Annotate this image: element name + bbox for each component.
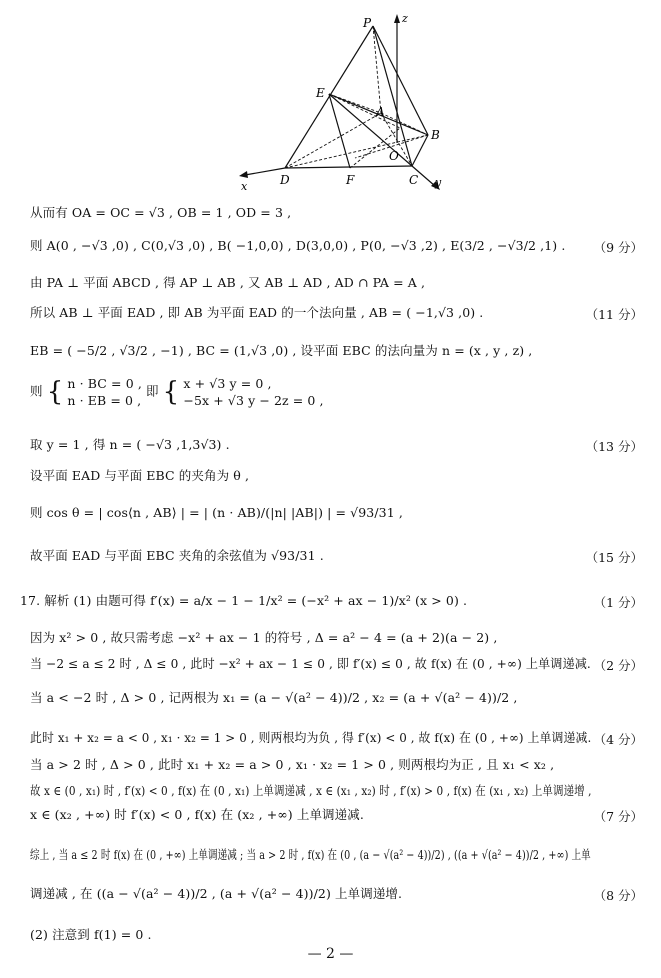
text-line: 当 a < −2 时 , Δ > 0 , 记两根为 x₁ = (a − √(a² − 4))/2 , x₂ = (a + √(a² − 4))/2 ,	[30, 690, 518, 705]
text-line: 故平面 EAD 与平面 EBC 夹角的余弦值为 √93/31 .	[30, 548, 324, 563]
text-line: 此时 x₁ + x₂ = a < 0 , x₁ · x₂ = 1 > 0 , 则两根均为负 , 得 f′(x) < 0 , 故 f(x) 在 (0 , +∞) 上单调递减.	[30, 730, 592, 745]
system-lead: 则	[30, 383, 43, 399]
text-line: 从而有 OA = OC = √3 , OB = 1 , OD = 3 ,	[30, 205, 292, 220]
label-c: C	[409, 173, 419, 187]
text-line: 当 a > 2 时 , Δ > 0 , 此时 x₁ + x₂ = a > 0 , x₁ · x₂ = 1 > 0 , 则两根均为正 , 且 x₁ < x₂ ,	[30, 757, 555, 772]
score-mark: （9 分）	[593, 240, 643, 255]
text-line: 当 −2 ≤ a ≤ 2 时 , Δ ≤ 0 , 此时 −x² + ax − 1 ≤ 0 , 即 f′(x) ≤ 0 , 故 f(x) 在 (0 , +∞) 上单调递减.	[30, 656, 591, 671]
text-line: 则 A(0 , −√3 ,0) , C(0,√3 ,0) , B( −1,0,0) , D(3,0,0) , P(0, −√3 ,2) , E(3/2 , −√3/2 ,1) .	[30, 238, 566, 253]
score-mark: （11 分）	[585, 307, 643, 322]
page-number: — 2 —	[307, 946, 354, 962]
score-mark: （13 分）	[585, 439, 643, 454]
system-eq-2: n · EB = 0 ,	[67, 393, 142, 408]
system-eq-4: −5x + √3 y − 2z = 0 ,	[183, 393, 324, 408]
label-a: A	[376, 105, 385, 119]
label-z: z	[402, 12, 408, 25]
score-mark: （7 分）	[593, 809, 643, 824]
cos-formula: 则 cos θ = | cos⟨n , AB⟩ | = | (n · AB)/(|n| |AB|) | = √93/31 ,	[30, 505, 403, 520]
score-mark: （2 分）	[593, 658, 643, 673]
text-line: x ∈ (x₂ , +∞) 时 f′(x) < 0 , f(x) 在 (x₂ , +∞) 上单调递减.	[30, 807, 364, 822]
text-line: 故 x ∈ (0 , x₁) 时 , f′(x) < 0 , f(x) 在 (0 , x₁) 上单调递减 , x ∈ (x₁ , x₂) 时 , f′(x) > 0 , f(x) 在 (x₁ , x₂) 上单调递增 ,	[30, 783, 592, 798]
text-line: (2) 注意到 f(1) = 0 .	[30, 927, 152, 942]
problem-17-heading: 17. 解析 (1) 由题可得 f′(x) = a/x − 1 − 1/x² = (−x² + ax − 1)/x² (x > 0) .	[20, 593, 468, 608]
label-e: E	[316, 86, 325, 100]
text-line: 取 y = 1 , 得 n = ( −√3 ,1,3√3) .	[30, 437, 230, 452]
text-line: 调递减 , 在 ((a − √(a² − 4))/2 , (a + √(a² − 4))/2) 上单调递增.	[30, 886, 403, 901]
score-mark: （8 分）	[593, 888, 643, 903]
text-line: 所以 AB ⊥ 平面 EAD , 即 AB 为平面 EAD 的一个法向量 , AB = ( −1,√3 ,0) .	[30, 305, 484, 320]
equation-system: 则 { n · BC = 0 , n · EB = 0 , 即 { x + √3 y = 0 , −5x + √3 y − 2z = 0 ,	[30, 376, 324, 408]
label-o: O	[389, 149, 399, 163]
text-line: 设平面 EAD 与平面 EBC 的夹角为 θ ,	[30, 468, 250, 483]
text-line: EB = ( −5/2 , √3/2 , −1) , BC = (1,√3 ,0) , 设平面 EBC 的法向量为 n = (x , y , z) ,	[30, 343, 533, 358]
label-x: x	[241, 180, 248, 193]
score-mark: （15 分）	[585, 550, 643, 565]
score-mark: （4 分）	[593, 732, 643, 747]
system-mid: 即	[145, 383, 159, 399]
label-y: y	[435, 176, 442, 189]
label-b: B	[431, 128, 440, 142]
geometry-figure	[225, 8, 455, 194]
text-line: 因为 x² > 0 , 故只需考虑 −x² + ax − 1 的符号 , Δ = a² − 4 = (a + 2)(a − 2) ,	[30, 630, 498, 645]
pyramid-diagram	[225, 8, 455, 194]
score-mark: （1 分）	[593, 595, 643, 610]
system-eq-1: n · BC = 0 ,	[67, 376, 142, 391]
text-line: 由 PA ⊥ 平面 ABCD , 得 AP ⊥ AB , 又 AB ⊥ AD , AD ∩ PA = A ,	[30, 275, 426, 290]
label-f: F	[346, 173, 355, 187]
text-line: 综上 , 当 a ≤ 2 时 f(x) 在 (0 , +∞) 上单调递减 ; 当 a > 2 时 , f(x) 在 (0 , (a − √(a² − 4))/2) , ((a + √(a² − 4))/2 , +∞) 上单	[30, 847, 591, 862]
label-d: D	[280, 173, 290, 187]
system-eq-3: x + √3 y = 0 ,	[183, 376, 272, 391]
label-p: P	[363, 16, 372, 30]
